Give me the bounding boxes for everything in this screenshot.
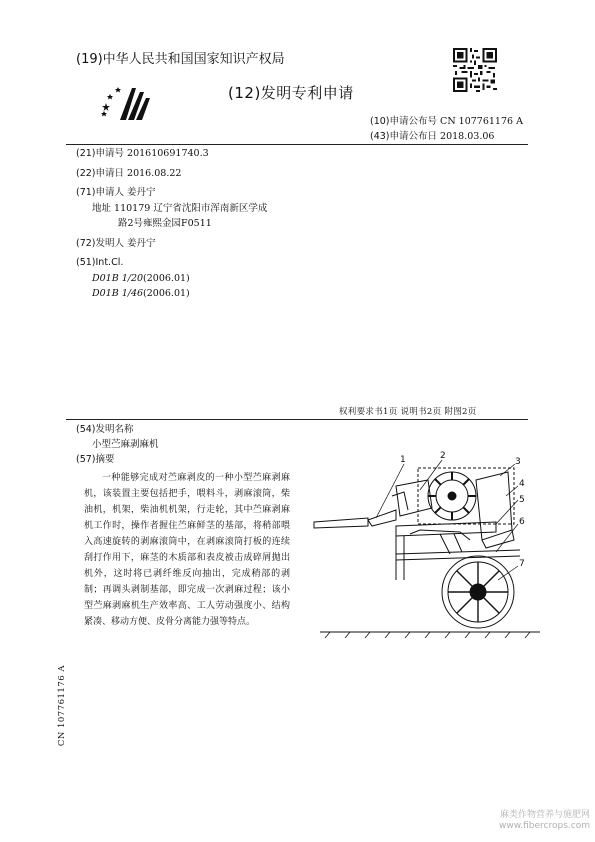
- filing-date-value: 2016.08.22: [127, 167, 182, 179]
- page-counts: 权利要求书1页 说明书2页 附图2页: [339, 407, 477, 417]
- inventor-value: 姜丹宁: [127, 237, 156, 249]
- pub-number-label: (10)申请公布号: [370, 116, 438, 127]
- app-no-value: 201610691740.3: [127, 148, 209, 159]
- figure-label-3: 3: [515, 457, 521, 467]
- applicant-value: 姜丹宁: [127, 187, 156, 198]
- applicant-label: (71)申请人: [76, 187, 125, 198]
- side-publication-number: CN 107761176 A: [57, 665, 67, 747]
- app-no-label: (21)申请号: [76, 148, 125, 159]
- title-label: (54)发明名称: [76, 424, 134, 435]
- invention-title: 小型苎麻剥麻机: [92, 439, 159, 450]
- bibliographic-data: [76, 146, 376, 302]
- intcl-label: (51)Int.Cl.: [76, 257, 124, 268]
- watermark-line1: 麻类作物营养与施肥网: [499, 810, 590, 820]
- address-label: 地址: [92, 202, 112, 214]
- address-line2: 路2号雍熙金园F0511: [118, 218, 212, 229]
- class1-version: (2006.01): [143, 272, 190, 284]
- pub-number-value: CN 107761176 A: [440, 116, 523, 127]
- title-section: [76, 422, 159, 467]
- pages-divider: [66, 419, 528, 420]
- qr-code-icon[interactable]: [453, 48, 497, 92]
- figure-label-4: 4: [519, 479, 525, 489]
- document-type: (12)发明专利申请: [228, 84, 354, 102]
- pub-date-label: (43)申请公布日: [370, 131, 438, 142]
- watermark-line2: www.fibercrops.com: [499, 821, 590, 831]
- class1-code: D01B 1/20: [92, 272, 144, 284]
- publication-info: [370, 114, 523, 144]
- class2-code: D01B 1/46: [92, 288, 144, 299]
- class2-version: (2006.01): [143, 288, 190, 299]
- pub-date-value: 2018.03.06: [440, 131, 495, 142]
- filing-date-label: (22)申请日: [76, 167, 125, 179]
- figure-label-5: 5: [519, 495, 525, 505]
- watermark: [470, 810, 590, 832]
- figure-label-2: 2: [440, 451, 446, 461]
- office-name: (19)中华人民共和国国家知识产权局: [76, 52, 285, 67]
- abstract-text: 一种能够完成对苎麻剥皮的一种小型苎麻剥麻机，该装置主要包括把手，喂料斗，剥麻滚筒，柴油机，机架，柴油机机架，行走轮，其中苎麻剥麻机工作时，操作者握住苎麻鲜茎的基部，将稍部喂入高速旋转的剥麻滚筒中，在剥麻滚筒打板的连续刮打作用下，麻茎的木质部和表皮被击成碎屑抛出机外，这时将已剥纤维反向抽出，完成稍部的剥制；再调头剥制基部，即完成一次剥麻过程；该小型苎麻剥麻机生产效率高、工人劳动强度小、结构紧凑、移动方便、皮骨分离能力强等特点。: [84, 473, 290, 627]
- header-divider: [66, 144, 528, 145]
- inventor-label: (72)发明人: [76, 237, 125, 249]
- figure-label-1: 1: [400, 455, 406, 465]
- cnipa-logo: [98, 80, 154, 124]
- figure-label-7: 7: [519, 559, 525, 569]
- address-line1: 110179 辽宁省沈阳市浑南新区学成: [114, 202, 268, 214]
- machine-drawing: [300, 450, 550, 650]
- figure-label-6: 6: [519, 517, 525, 527]
- abstract-label: (57)摘要: [76, 454, 115, 465]
